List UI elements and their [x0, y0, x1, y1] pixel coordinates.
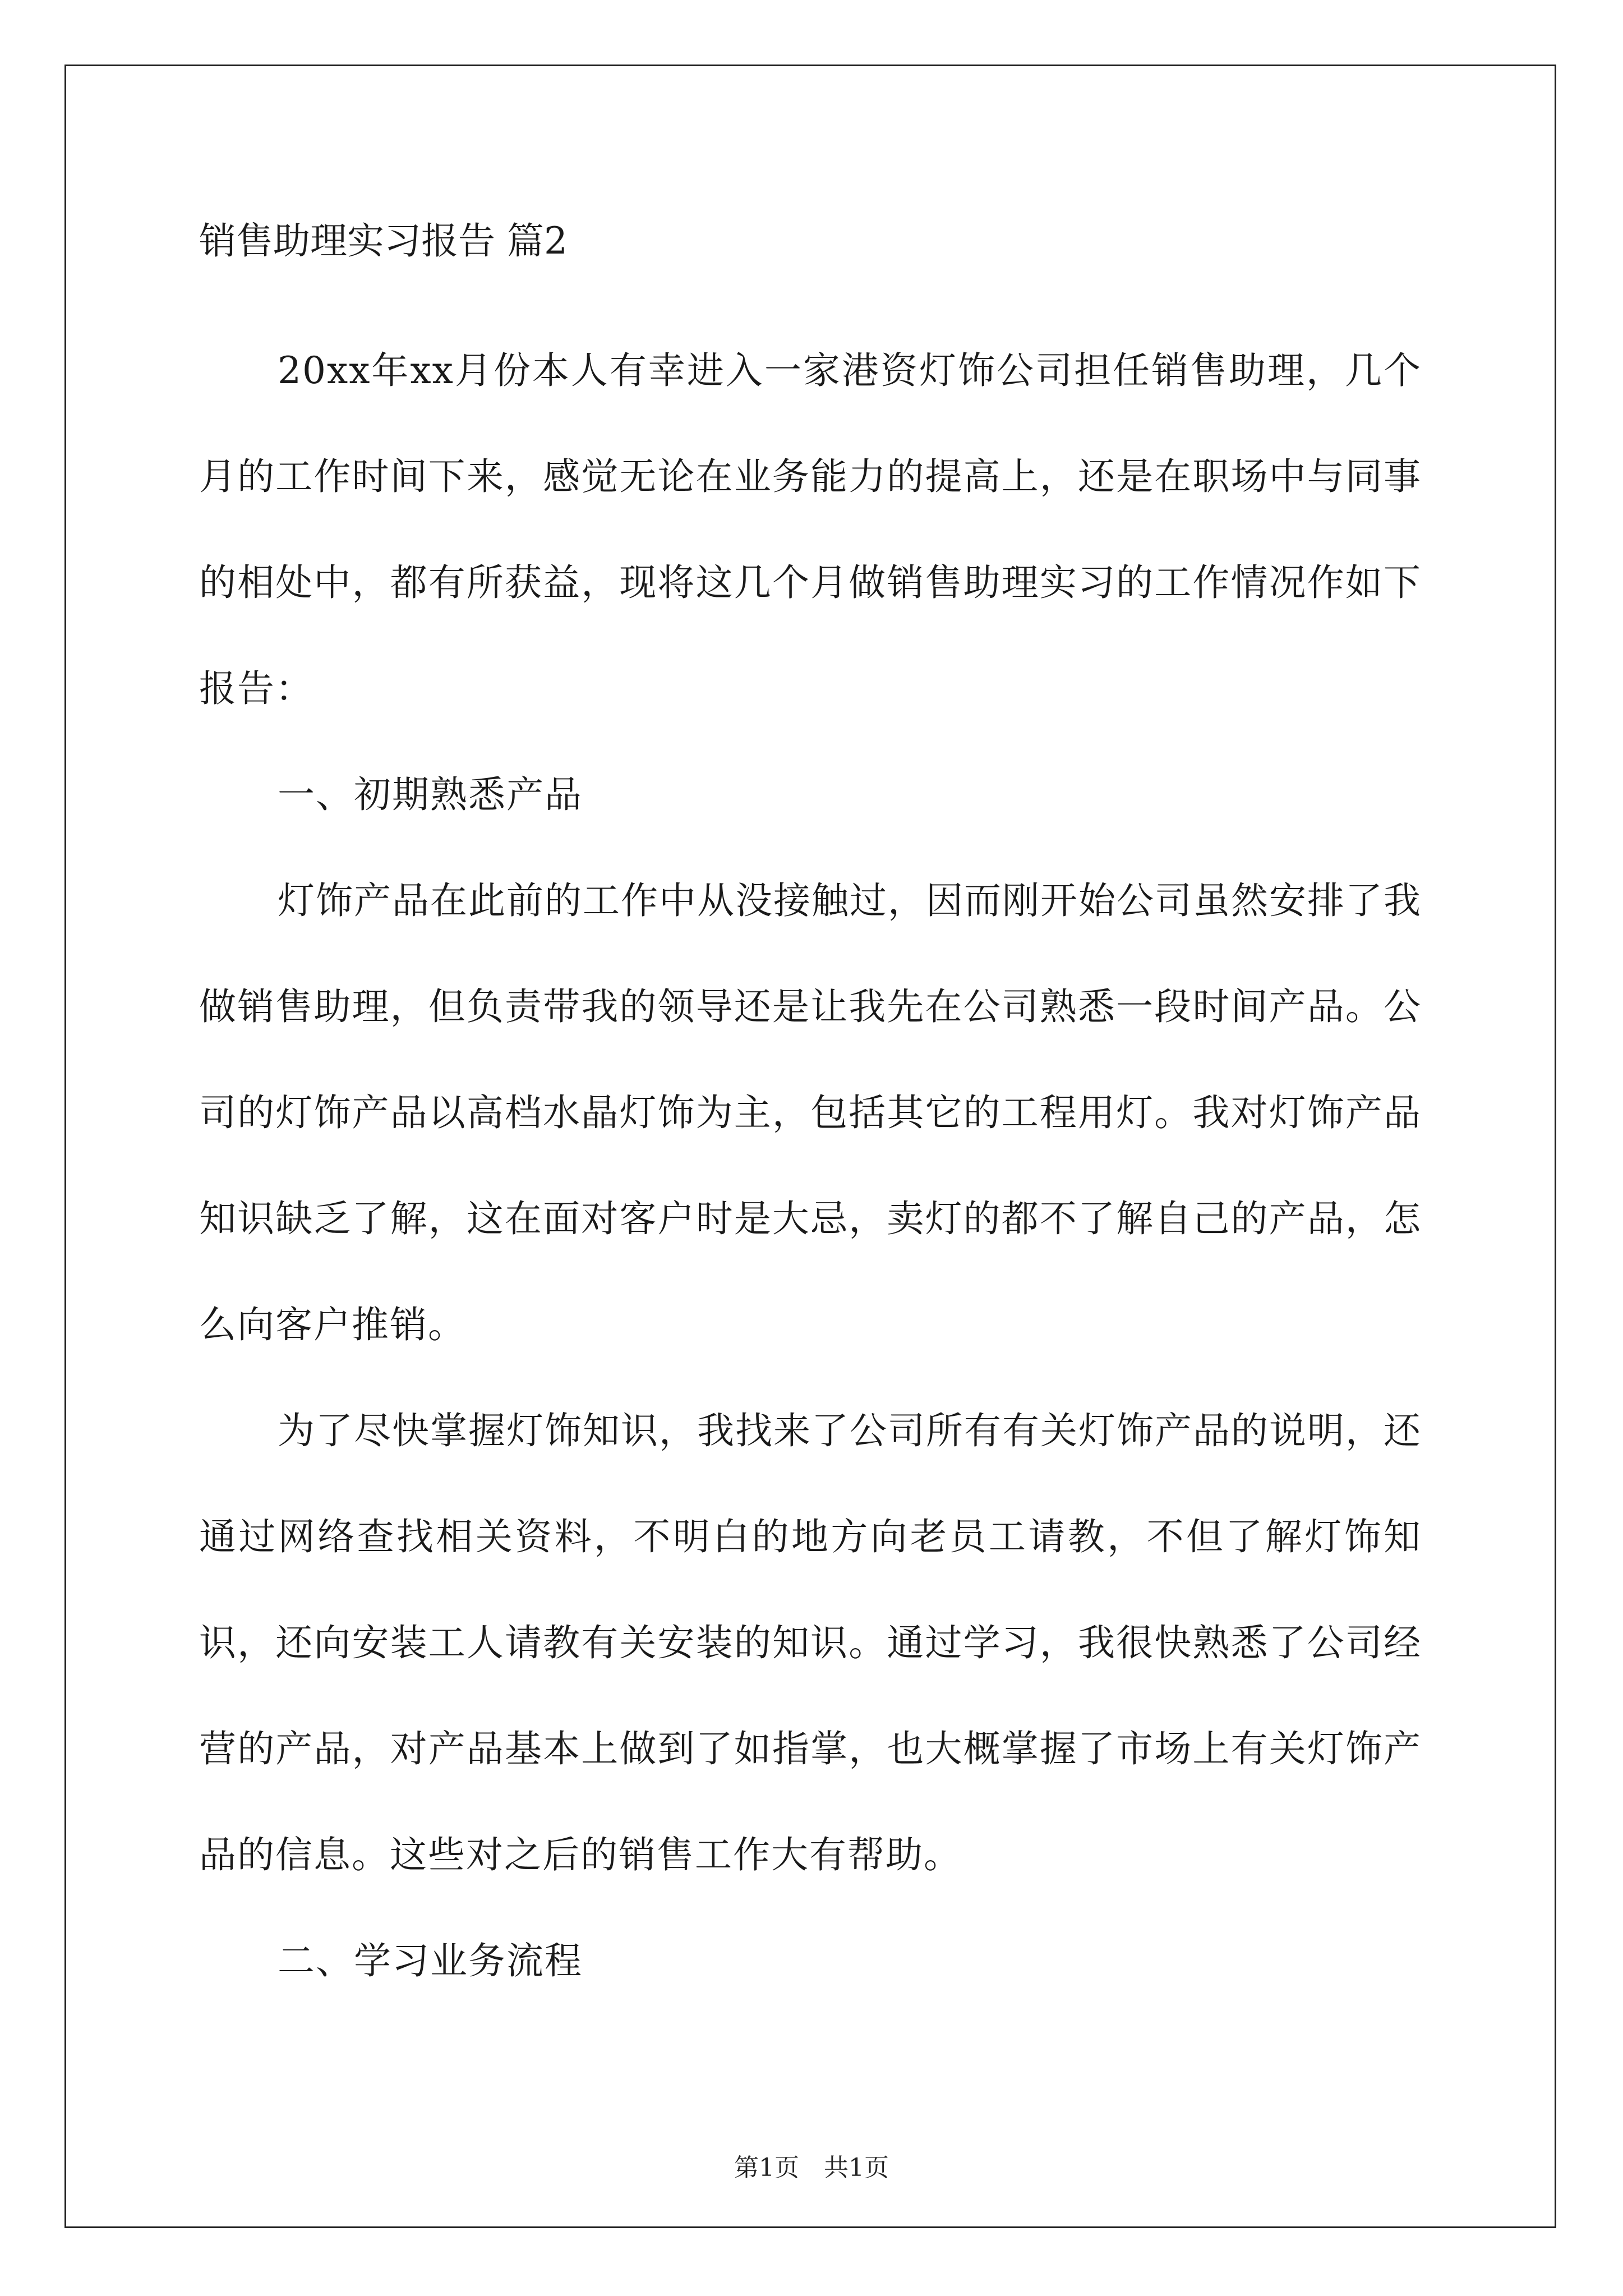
paragraph-products-2: 为了尽快掌握灯饰知识，我找来了公司所有有关灯饰产品的说明，还通过网络查找相关资料，不明白的地方向老员工请教，不但了解灯饰知识，还向安装工人请教有关安装的知识。通过学习，我很快熟悉了公司经营的产品，对产品基本上做到了如指掌，也大概掌握了市场上有关灯饰产品的信息。这些对之后的销售工作大有帮助。 [199, 1409, 1422, 1876]
section-heading-2: 二、学习业务流程 [278, 1939, 583, 1982]
page-number-footer: 第1页 共1页 [734, 2154, 889, 2182]
document-title: 销售助理实习报告 篇2 [199, 219, 568, 263]
paragraph-products-1: 灯饰产品在此前的工作中从没接触过，因而刚开始公司虽然安排了我做销售助理，但负责带我的领导还是让我先在公司熟悉一段时间产品。公司的灯饰产品以高档水晶灯饰为主，包括其它的工程用灯。我对灯饰产品知识缺乏了解，这在面对客户时是大忌，卖灯的都不了解自己的产品，怎么向客户推销。 [199, 879, 1422, 1346]
document-body [199, 213, 1422, 2014]
section-heading-1: 一、初期熟悉产品 [278, 773, 583, 816]
paragraph-intro: 20xx年xx月份本人有幸进入一家港资灯饰公司担任销售助理，几个月的工作时间下来，感觉无论在业务能力的提高上，还是在职场中与同事的相处中，都有所获益，现将这几个月做销售助理实习的工作情况作如下报告： [199, 349, 1422, 710]
